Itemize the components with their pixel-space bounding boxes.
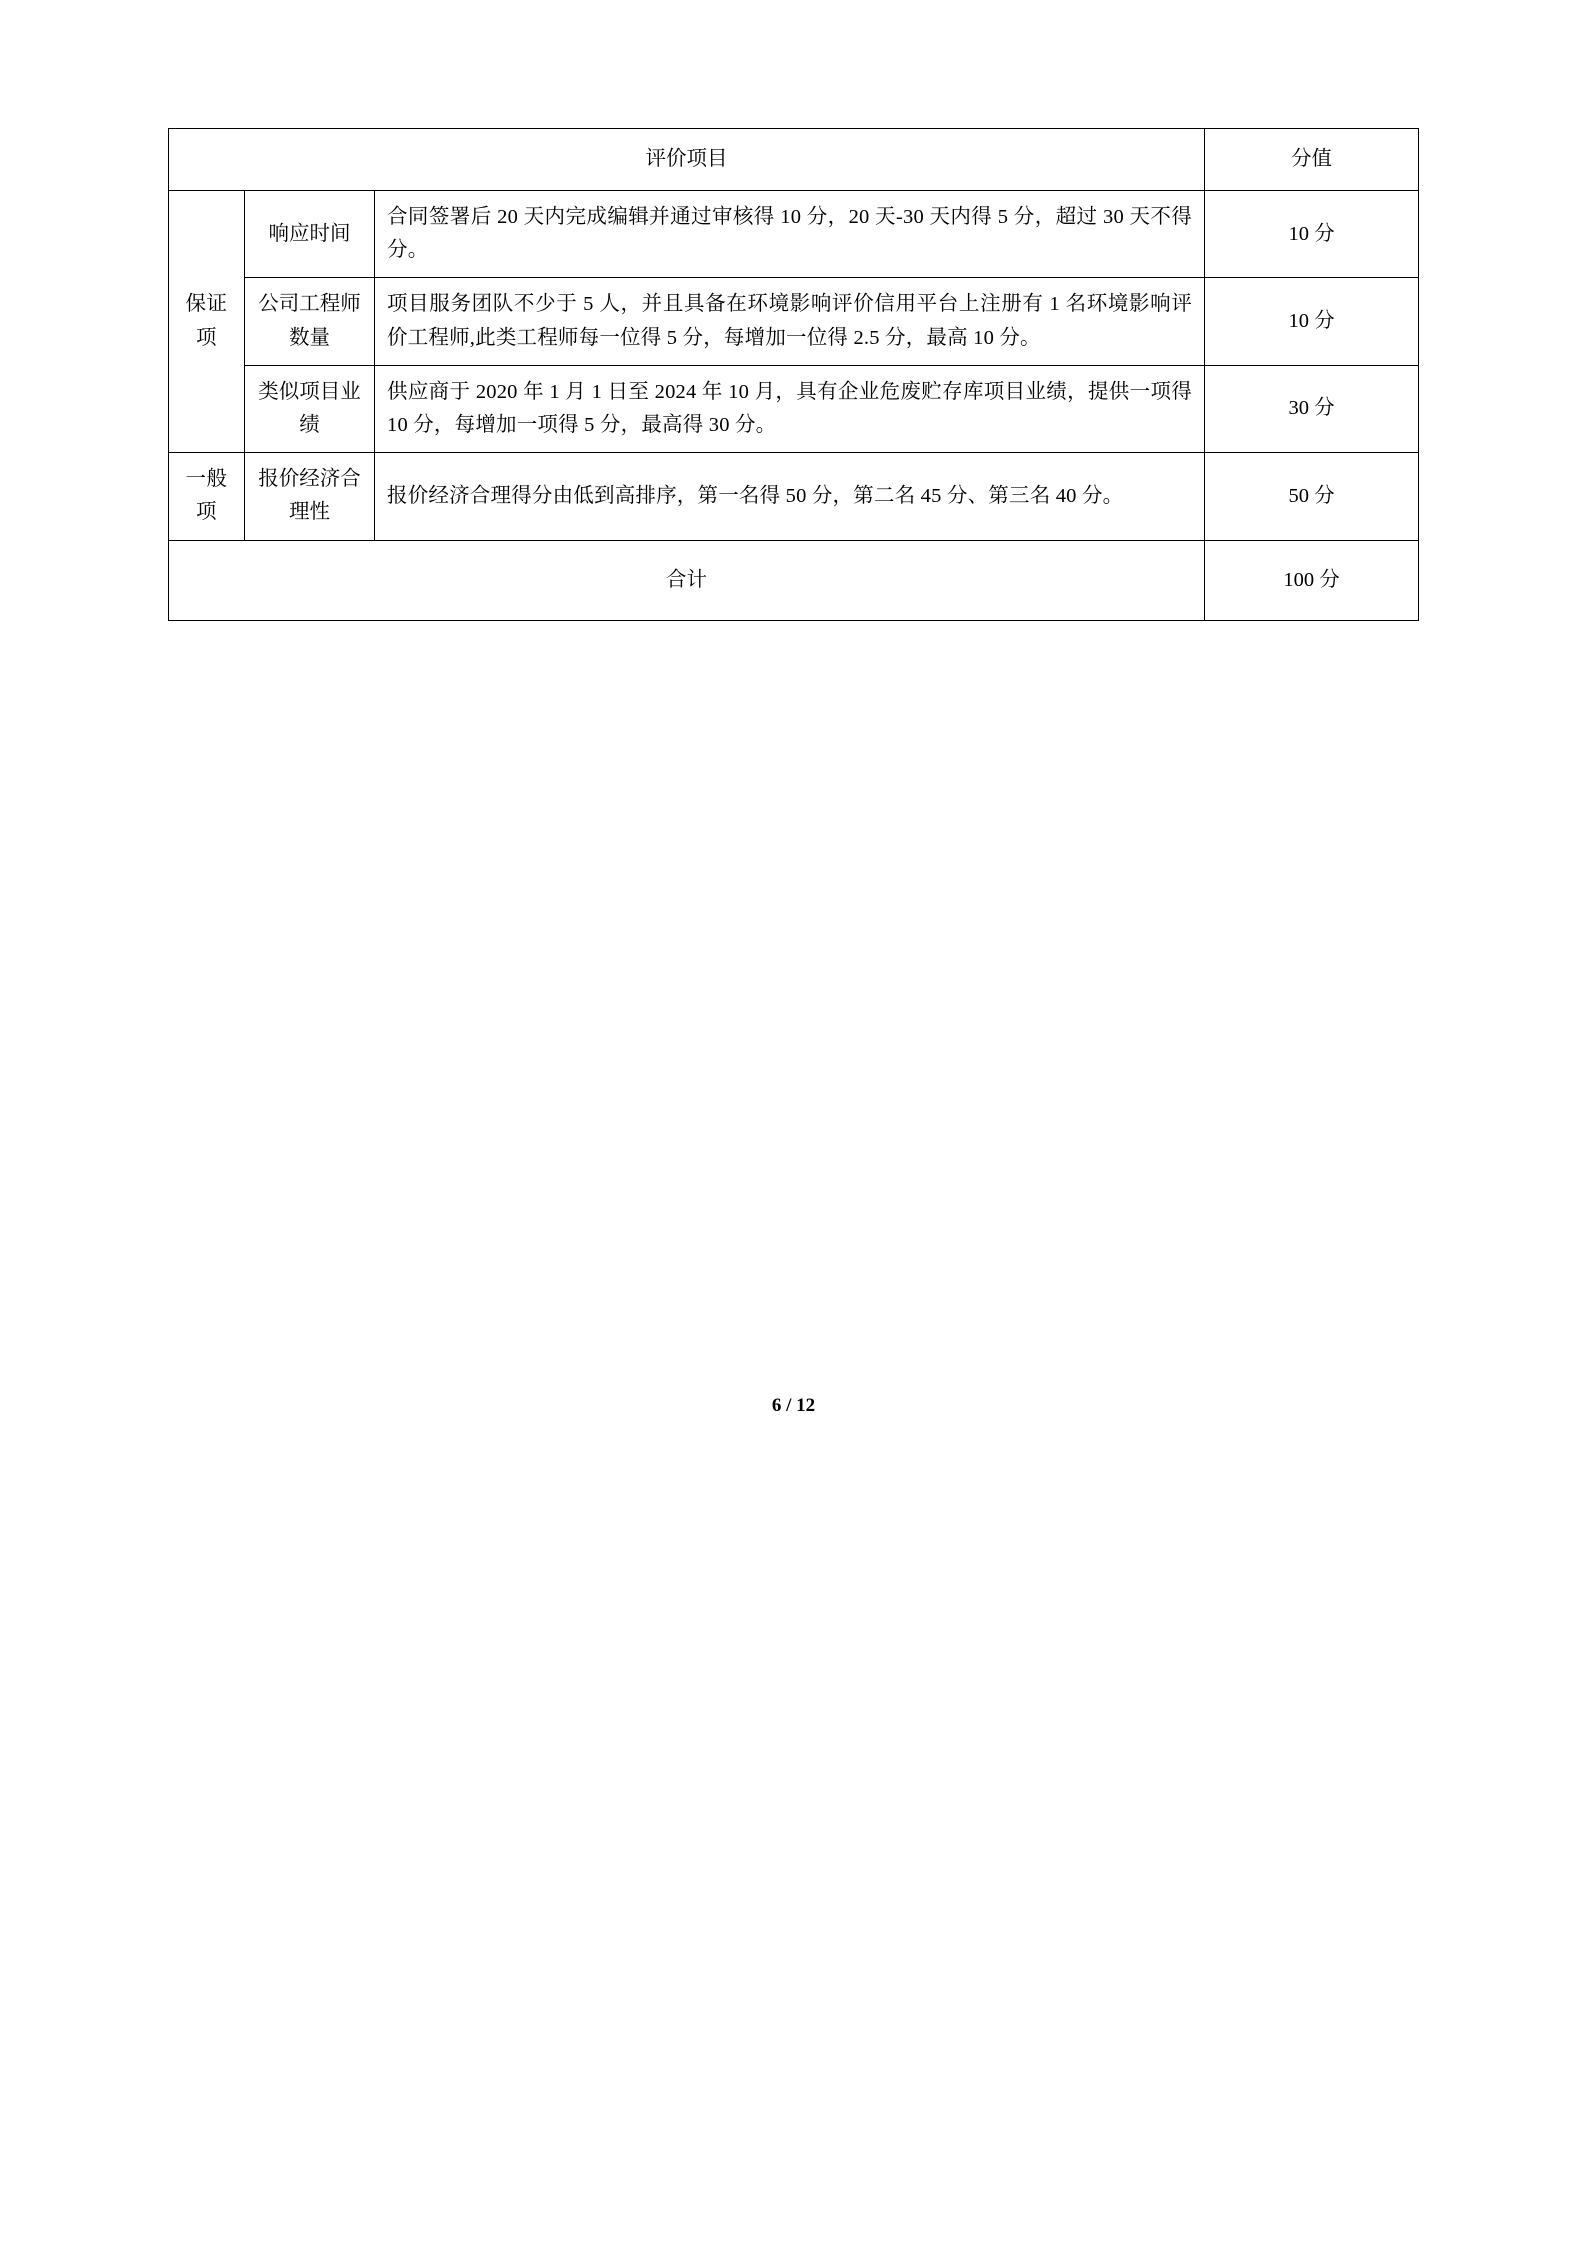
item-cell-engineer-count: 公司工程师数量 [245,278,375,365]
total-score: 100 分 [1205,540,1419,620]
table-row [169,191,1419,278]
desc-cell-price-rationality: 报价经济合理得分由低到高排序，第一名得 50 分，第二名 45 分、第三名 40 分。 [375,453,1205,540]
evaluation-table-container [168,128,1418,621]
item-cell-price-rationality: 报价经济合理性 [245,453,375,540]
item-cell-response-time: 响应时间 [245,191,375,278]
desc-cell-response-time: 合同签署后 20 天内完成编辑并通过审核得 10 分，20 天-30 天内得 5 分，超过 30 天不得分。 [375,191,1205,278]
table-row [169,453,1419,540]
desc-cell-engineer-count: 项目服务团队不少于 5 人，并且具备在环境影响评价信用平台上注册有 1 名环境影响评价工程师,此类工程师每一位得 5 分，每增加一位得 2.5 分，最高 10 分。 [375,278,1205,365]
header-cell-score: 分值 [1205,129,1419,191]
score-cell-response-time: 10 分 [1205,191,1419,278]
table-header-row [169,129,1419,191]
page-number-footer: 6 / 12 [771,1395,816,1416]
evaluation-score-table [168,128,1419,621]
score-cell-price-rationality: 50 分 [1205,453,1419,540]
category-cell-guarantee: 保证项 [169,191,245,453]
table-row [169,278,1419,365]
table-total-row [169,540,1419,620]
desc-cell-similar-projects: 供应商于 2020 年 1 月 1 日至 2024 年 10 月，具有企业危废贮存库项目业绩，提供一项得 10 分，每增加一项得 5 分，最高得 30 分。 [375,365,1205,452]
item-cell-similar-projects: 类似项目业绩 [245,365,375,452]
score-cell-similar-projects: 30 分 [1205,365,1419,452]
score-cell-engineer-count: 10 分 [1205,278,1419,365]
total-label: 合计 [169,540,1205,620]
table-row [169,365,1419,452]
header-cell-item: 评价项目 [169,129,1205,191]
category-cell-general: 一般项 [169,453,245,540]
